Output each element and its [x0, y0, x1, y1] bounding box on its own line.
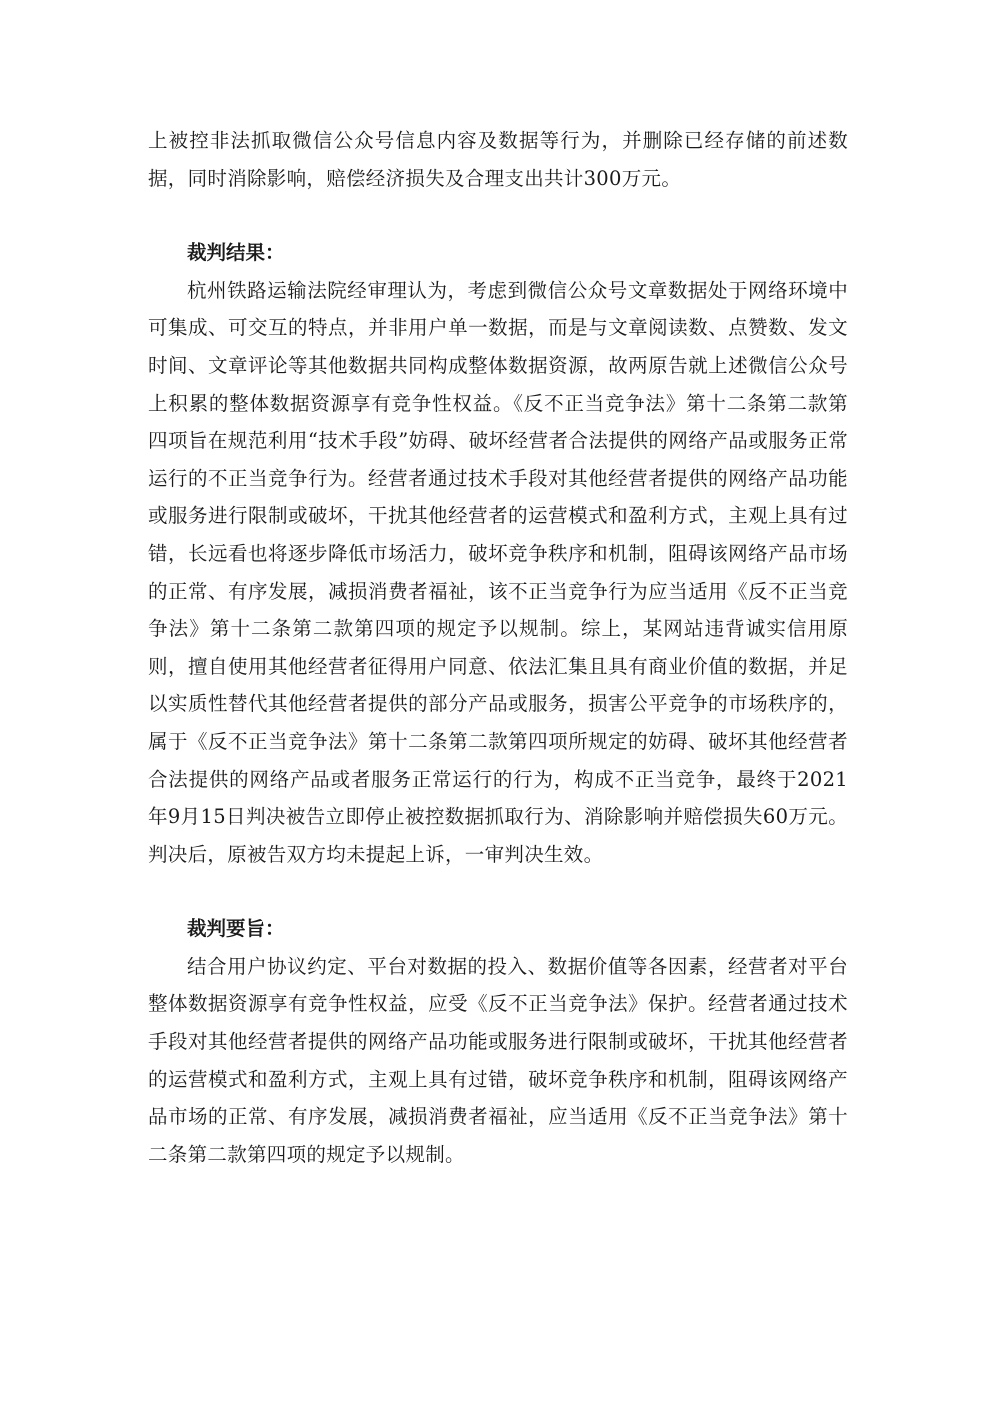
document-page — [148, 122, 848, 1173]
intro-paragraph: 上被控非法抓取微信公众号信息内容及数据等行为，并删除已经存储的前述数据，同时消除影响，赔偿经济损失及合理支出共计300万元。 — [148, 129, 848, 190]
section-spacer — [148, 873, 848, 910]
section-spacer — [148, 197, 848, 234]
judgment-result-paragraph: 杭州铁路运输法院经审理认为，考虑到微信公众号文章数据处于网络环境中可集成、可交互的特点，并非用户单一数据，而是与文章阅读数、点赞数、发文时间、文章评论等其他数据共同构成整体数据资源，故两原告就上述微信公众号上积累的整体数据资源享有竞争性权益。《反不正当竞争法》第十二条第二款第四项旨在规范利用“技术手段”妨碍、破坏经营者合法提供的网络产品或服务正常运行的不正当竞争行为。经营者通过技术手段对其他经营者提供的网络产品功能或服务进行限制或破坏，干扰其他经营者的运营模式和盈利方式，主观上具有过错，长远看也将逐步降低市场活力，破坏竞争秩序和机制，阻碍该网络产品市场的正常、有序发展，减损消费者福祉，该不正当竞争行为应当适用《反不正当竞争法》第十二条第二款第四项的规定予以规制。综上，某网站违背诚实信用原则，擅自使用其他经营者征得用户同意、依法汇集且具有商业价值的数据，并足以实质性替代其他经营者提供的部分产品或服务，损害公平竞争的市场秩序的，属于《反不正当竞争法》第十二条第二款第四项所规定的妨碍、破坏其他经营者合法提供的网络产品或者服务正常运行的行为，构成不正当竞争，最终于2021年9月15日判决被告立即停止被控数据抓取行为、消除影响并赔偿损失60万元。判决后，原被告双方均未提起上诉，一审判决生效。 — [148, 278, 848, 866]
judgment-gist-paragraph: 结合用户协议约定、平台对数据的投入、数据价值等各因素，经营者对平台整体数据资源享有竞争性权益，应受《反不正当竞争法》保护。经营者通过技术手段对其他经营者提供的网络产品功能或服务进行限制或破坏，干扰其他经营者的运营模式和盈利方式，主观上具有过错，破坏竞争秩序和机制，阻碍该网络产品市场的正常、有序发展，减损消费者福祉，应当适用《反不正当竞争法》第十二条第二款第四项的规定予以规制。 — [148, 954, 848, 1166]
section-heading-judgment-result: 裁判结果： — [187, 241, 285, 265]
section-heading-judgment-gist: 裁判要旨： — [187, 917, 285, 941]
judgment-result-section — [148, 234, 848, 873]
judgment-gist-section — [148, 910, 848, 1173]
